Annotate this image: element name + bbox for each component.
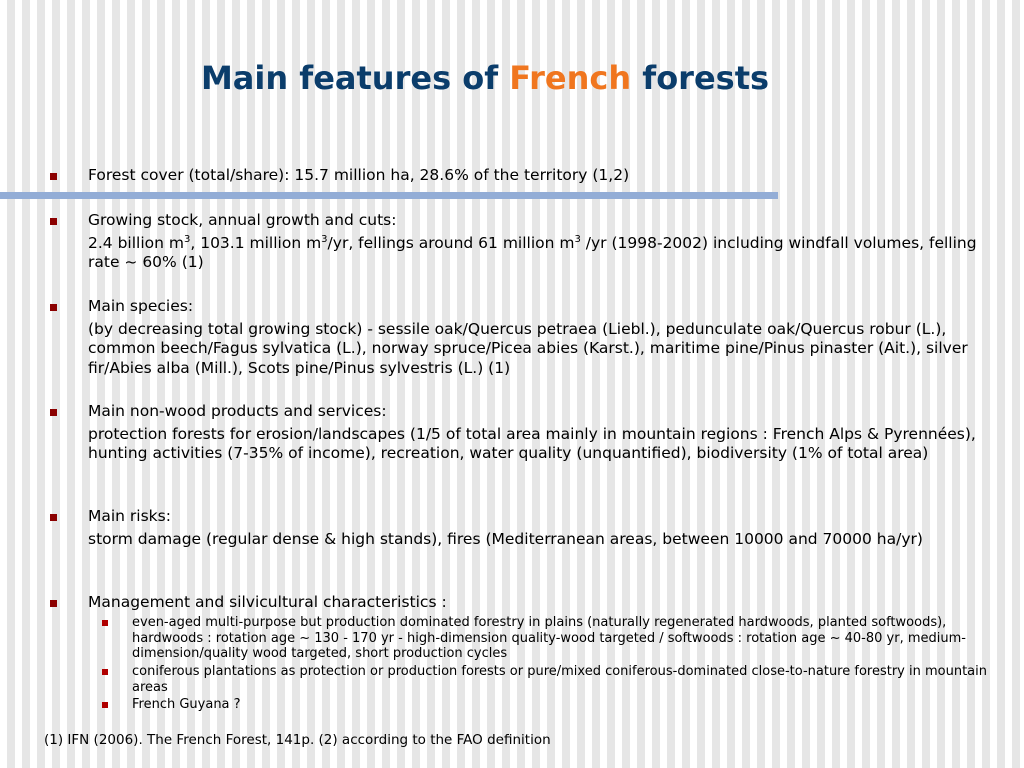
item-head: Main species: — [88, 297, 194, 315]
item-body — [88, 234, 988, 273]
superscript: 3 — [574, 233, 581, 245]
sub-bullet-square-icon — [102, 702, 108, 708]
item-head: Main risks: — [88, 507, 171, 525]
list-item — [88, 297, 988, 378]
list-item — [88, 402, 988, 464]
text-part: , 103.1 million m — [190, 233, 322, 252]
title-part2: forests — [642, 59, 770, 97]
sub-bullet-square-icon — [102, 669, 108, 675]
text-part: /yr, fellings around 61 million m — [327, 233, 575, 252]
footnote: (1) IFN (2006). The French Forest, 141p. (2) according to the FAO definition — [44, 732, 551, 748]
sub-list-item: coniferous plantations as protection or production forests or pure/mixed coniferous-dominated close-to-nature forestry in mountain areas — [132, 664, 987, 695]
item-body: (by decreasing total growing stock) - sessile oak/Quercus petraea (Liebl.), pedunculate oak/Quercus robur (L.), common beech/Fagus sylvatica (L.), norway spruce/Picea abies (Karst.), maritime pine/Pinus pinaster (Ait.), silver fir/Abies alba (Mill.), Scots pine/Pinus sylvestris (L.) (1) — [88, 319, 968, 377]
bullet-square-icon — [50, 409, 57, 416]
item-body: protection forests for erosion/landscapes (1/5 of total area mainly in mountain regions : French Alps & Pyrennées), hunting activities (7-35% of income), recreation, water quality (unquantified), biodiversity (1% of total area) — [88, 424, 976, 462]
sub-bullet-square-icon — [102, 620, 108, 626]
sub-list-item: French Guyana ? — [132, 697, 241, 712]
superscript: 3 — [183, 233, 191, 245]
item-head: Management and silvicultural characteristics : — [88, 593, 447, 611]
text-part: 2.4 billion m — [88, 233, 184, 252]
sub-list-item: even-aged multi-purpose but production dominated forestry in plains (naturally regenerated hardwoods, planted softwoods), hardwoods : rotation age ~ 130 - 170 yr - high-dimension quality-wood targeted / softwoods : rotation age ~ 40-80 yr, medium-dimension/quality wood targeted, short production cycles — [132, 615, 966, 661]
text-part: /yr (1998-2002) including windfall volumes, felling rate ~ 60% (1) — [88, 233, 977, 271]
superscript: 3 — [321, 233, 328, 245]
title-accent: French — [509, 59, 632, 97]
list-item — [88, 507, 988, 549]
bullet-square-icon — [50, 173, 57, 180]
item-head: Growing stock, annual growth and cuts: — [88, 211, 397, 229]
item-body: storm damage (regular dense & high stands), fires (Mediterranean areas, between 10000 and 70000 ha/yr) — [88, 529, 923, 548]
list-item — [88, 211, 988, 273]
bullet-square-icon — [50, 218, 57, 225]
item-head: Forest cover (total/share): 15.7 million ha, 28.6% of the territory (1,2) — [88, 166, 630, 184]
list-item — [88, 166, 988, 186]
title-part1: Main features of — [200, 59, 499, 97]
list-item — [88, 593, 988, 613]
bullet-square-icon — [50, 514, 57, 521]
bullet-square-icon — [50, 304, 57, 311]
bullet-square-icon — [50, 600, 57, 607]
item-head: Main non-wood products and services: — [88, 402, 387, 420]
